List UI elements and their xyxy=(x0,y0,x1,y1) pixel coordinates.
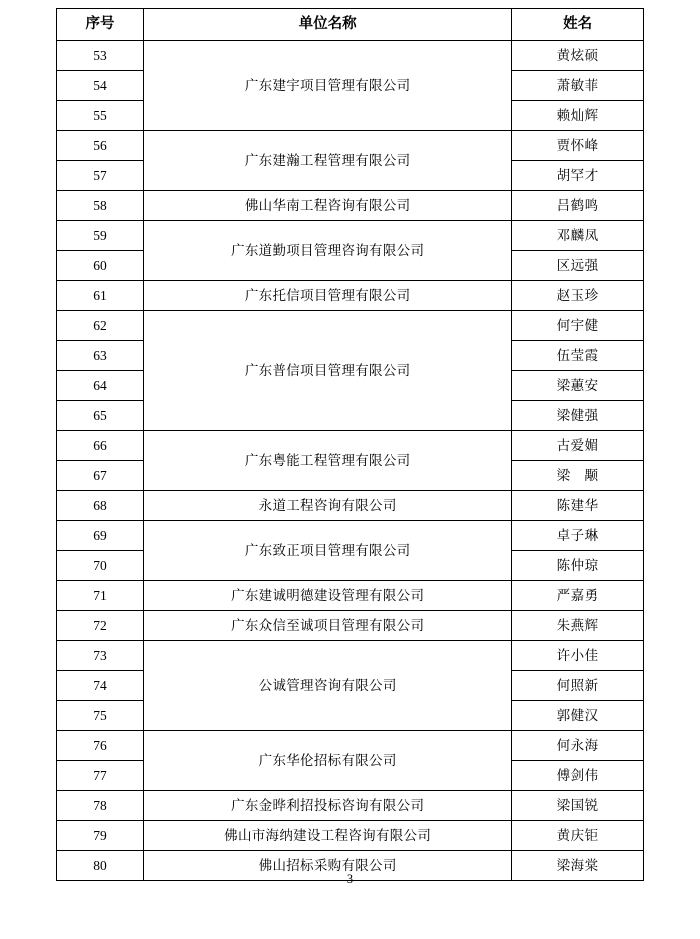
cell-sequence: 77 xyxy=(57,761,144,791)
cell-sequence: 65 xyxy=(57,401,144,431)
cell-sequence: 54 xyxy=(57,71,144,101)
column-header-sequence: 序号 xyxy=(57,9,144,41)
registration-table xyxy=(56,8,644,881)
cell-unit-name: 佛山华南工程咨询有限公司 xyxy=(144,191,512,221)
table-row xyxy=(57,731,644,761)
cell-unit-name: 广东华伦招标有限公司 xyxy=(144,731,512,791)
cell-sequence: 60 xyxy=(57,251,144,281)
cell-unit-name: 佛山市海纳建设工程咨询有限公司 xyxy=(144,821,512,851)
cell-unit-name: 广东建诚明德建设管理有限公司 xyxy=(144,581,512,611)
cell-sequence: 79 xyxy=(57,821,144,851)
cell-sequence: 68 xyxy=(57,491,144,521)
table-row xyxy=(57,221,644,251)
cell-person-name: 邓麟凤 xyxy=(512,221,644,251)
cell-unit-name: 佛山招标采购有限公司 xyxy=(144,851,512,881)
cell-unit-name: 广东粤能工程管理有限公司 xyxy=(144,431,512,491)
cell-unit-name: 公诚管理咨询有限公司 xyxy=(144,641,512,731)
table-row xyxy=(57,521,644,551)
cell-person-name: 朱燕辉 xyxy=(512,611,644,641)
cell-person-name: 赖灿辉 xyxy=(512,101,644,131)
cell-person-name: 伍莹霞 xyxy=(512,341,644,371)
column-header-person-name: 姓名 xyxy=(512,9,644,41)
cell-unit-name: 广东建宇项目管理有限公司 xyxy=(144,41,512,131)
table-row xyxy=(57,611,644,641)
cell-sequence: 80 xyxy=(57,851,144,881)
cell-sequence: 74 xyxy=(57,671,144,701)
cell-sequence: 58 xyxy=(57,191,144,221)
cell-sequence: 71 xyxy=(57,581,144,611)
cell-person-name: 郭健汉 xyxy=(512,701,644,731)
cell-person-name: 许小佳 xyxy=(512,641,644,671)
cell-sequence: 53 xyxy=(57,41,144,71)
cell-person-name: 胡罕才 xyxy=(512,161,644,191)
cell-sequence: 63 xyxy=(57,341,144,371)
cell-person-name: 梁海棠 xyxy=(512,851,644,881)
table-body xyxy=(57,41,644,881)
cell-person-name: 贾怀峰 xyxy=(512,131,644,161)
cell-sequence: 61 xyxy=(57,281,144,311)
cell-person-name: 陈仲琼 xyxy=(512,551,644,581)
cell-unit-name: 广东普信项目管理有限公司 xyxy=(144,311,512,431)
cell-unit-name: 广东道勤项目管理咨询有限公司 xyxy=(144,221,512,281)
cell-sequence: 56 xyxy=(57,131,144,161)
cell-sequence: 59 xyxy=(57,221,144,251)
cell-person-name: 卓子琳 xyxy=(512,521,644,551)
cell-person-name: 古爱媚 xyxy=(512,431,644,461)
table-row xyxy=(57,491,644,521)
table-row xyxy=(57,791,644,821)
cell-person-name: 陈建华 xyxy=(512,491,644,521)
cell-sequence: 70 xyxy=(57,551,144,581)
cell-unit-name: 广东金晔利招投标咨询有限公司 xyxy=(144,791,512,821)
cell-person-name: 梁蕙安 xyxy=(512,371,644,401)
table-row xyxy=(57,311,644,341)
table-row xyxy=(57,281,644,311)
cell-sequence: 55 xyxy=(57,101,144,131)
cell-person-name: 梁健强 xyxy=(512,401,644,431)
cell-sequence: 78 xyxy=(57,791,144,821)
cell-person-name: 何宇健 xyxy=(512,311,644,341)
table-row xyxy=(57,821,644,851)
table-header-row xyxy=(57,9,644,41)
cell-person-name: 梁 颙 xyxy=(512,461,644,491)
table-row xyxy=(57,131,644,161)
table-row xyxy=(57,41,644,71)
page-number: 3 xyxy=(346,872,354,886)
table-header xyxy=(57,9,644,41)
cell-sequence: 69 xyxy=(57,521,144,551)
table-row xyxy=(57,431,644,461)
cell-person-name: 严嘉勇 xyxy=(512,581,644,611)
cell-sequence: 57 xyxy=(57,161,144,191)
cell-sequence: 75 xyxy=(57,701,144,731)
table-row xyxy=(57,581,644,611)
cell-person-name: 吕鹤鸣 xyxy=(512,191,644,221)
table-row xyxy=(57,641,644,671)
table-row xyxy=(57,191,644,221)
cell-person-name: 梁国锐 xyxy=(512,791,644,821)
cell-person-name: 何永海 xyxy=(512,731,644,761)
cell-sequence: 64 xyxy=(57,371,144,401)
cell-person-name: 黄庆钜 xyxy=(512,821,644,851)
cell-unit-name: 广东众信至诚项目管理有限公司 xyxy=(144,611,512,641)
cell-person-name: 赵玉珍 xyxy=(512,281,644,311)
cell-person-name: 萧敏菲 xyxy=(512,71,644,101)
cell-person-name: 区远强 xyxy=(512,251,644,281)
cell-sequence: 73 xyxy=(57,641,144,671)
cell-sequence: 76 xyxy=(57,731,144,761)
cell-unit-name: 永道工程咨询有限公司 xyxy=(144,491,512,521)
cell-unit-name: 广东托信项目管理有限公司 xyxy=(144,281,512,311)
cell-person-name: 黄炫硕 xyxy=(512,41,644,71)
cell-person-name: 傅剑伟 xyxy=(512,761,644,791)
cell-unit-name: 广东建瀚工程管理有限公司 xyxy=(144,131,512,191)
cell-sequence: 67 xyxy=(57,461,144,491)
cell-person-name: 何照新 xyxy=(512,671,644,701)
cell-sequence: 66 xyxy=(57,431,144,461)
cell-sequence: 72 xyxy=(57,611,144,641)
column-header-unit-name: 单位名称 xyxy=(144,9,512,41)
cell-unit-name: 广东致正项目管理有限公司 xyxy=(144,521,512,581)
cell-sequence: 62 xyxy=(57,311,144,341)
